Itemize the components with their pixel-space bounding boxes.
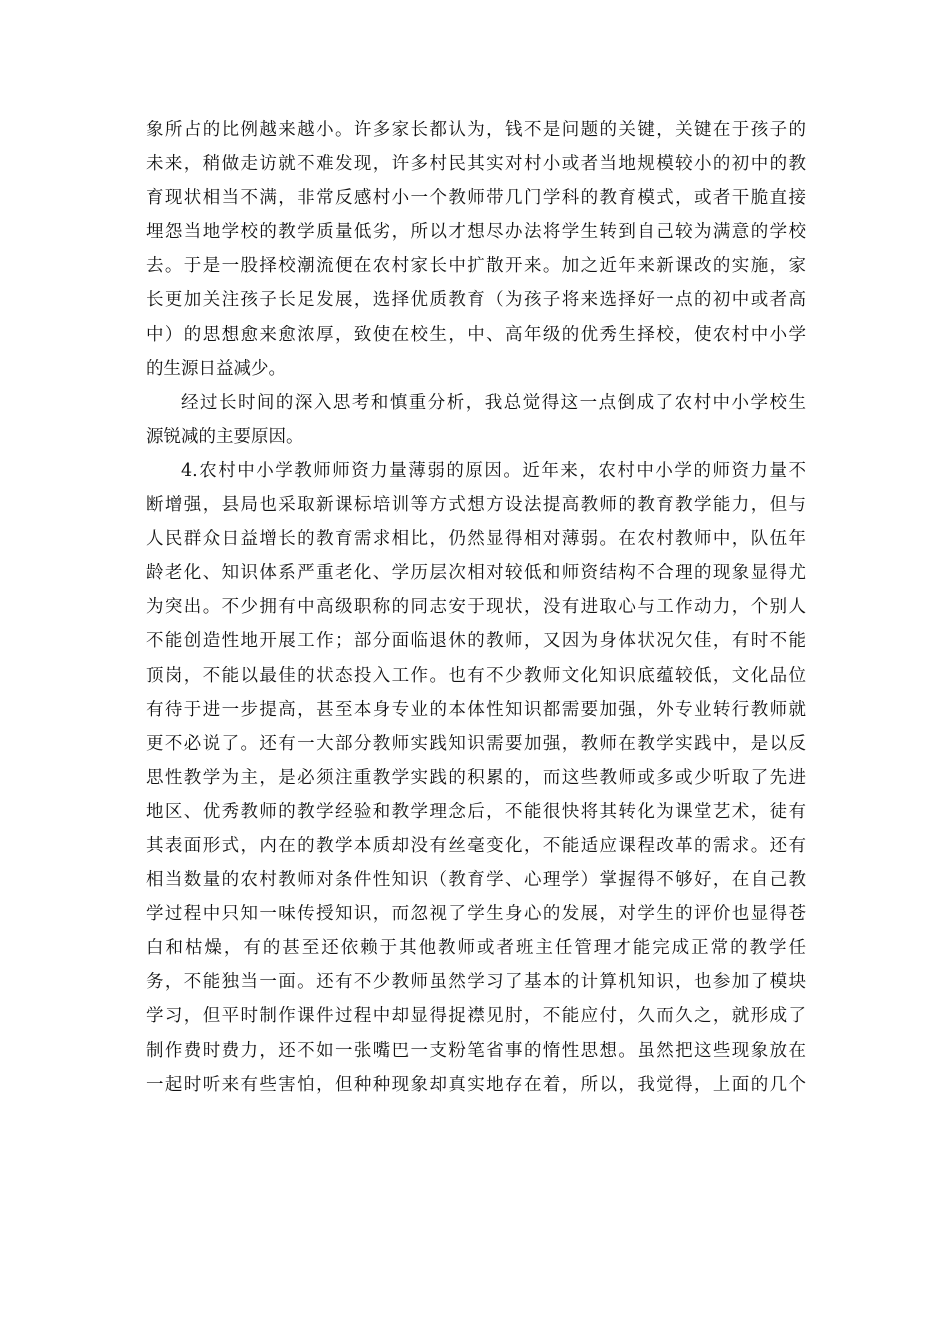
text-line: 4.农村中小学教师师资力量薄弱的原因。近年来，农村中小学的师资力量不: [181, 460, 806, 481]
text-line: 相当数量的农村教师对条件性知识（教育学、心理学）掌握得不够好，在自己教: [146, 870, 806, 891]
text-line: 一起时听来有些害怕，但种种现象却真实地存在着，所以，我觉得，上面的几个: [146, 1074, 806, 1095]
text-line: 埋怨当地学校的教学质量低劣，所以才想尽办法将学生转到自己较为满意的学校: [146, 222, 806, 243]
text-line: 象所占的比例越来越小。许多家长都认为，钱不是问题的关键，关键在于孩子的: [146, 120, 806, 140]
text-line: 去。于是一股择校潮流便在农村家长中扩散开来。加之近年来新课改的实施，家: [146, 256, 806, 277]
text-line: 更不必说了。还有一大部分教师实践知识需要加强，教师在教学实践中，是以反: [146, 733, 806, 754]
text-line: 断增强，县局也采取新课标培训等方式想方设法提高教师的教育教学能力，但与: [146, 495, 806, 516]
text-line: 育现状相当不满，非常反感村小一个教师带几门学科的教育模式，或者干脆直接: [146, 188, 806, 209]
text-line: 长更加关注孩子长足发展，选择优质教育（为孩子将来选择好一点的初中或者高: [146, 290, 806, 311]
text-line: 顶岗，不能以最佳的状态投入工作。也有不少教师文化知识底蕴较低，文化品位: [146, 665, 806, 686]
paragraph-teacher-weakness: [146, 454, 806, 1102]
text-line: 有待于进一步提高，甚至本身专业的本体性知识都需要加强，外专业转行教师就: [146, 699, 806, 720]
text-line: 不能创造性地开展工作；部分面临退休的教师，又因为身体状况欠佳，有时不能: [146, 631, 806, 652]
text-line: 经过长时间的深入思考和慎重分析，我总觉得这一点倒成了农村中小学校生: [181, 392, 806, 413]
text-line: 地区、优秀教师的教学经验和教学理念后，不能很快将其转化为课堂艺术，徒有: [146, 801, 806, 822]
text-line: 中）的思想愈来愈浓厚，致使在校生，中、高年级的优秀生择校，使农村中小学: [146, 324, 806, 345]
text-line: 白和枯燥，有的甚至还依赖于其他教师或者班主任管理才能完成正常的教学任: [146, 938, 806, 959]
text-line: 源锐减的主要原因。: [146, 426, 304, 447]
text-line: 未来，稍做走访就不难发现，许多村民其实对村小或者当地规模较小的初中的教: [146, 154, 806, 175]
paragraph-school-choice: [146, 113, 806, 386]
body-text: [146, 113, 806, 1102]
text-line: 为突出。不少拥有中高级职称的同志安于现状，没有进取心与工作动力，个别人: [146, 597, 806, 618]
text-line: 思性教学为主，是必须注重教学实践的积累的，而这些教师或多或少听取了先进: [146, 767, 806, 788]
text-line: 务，不能独当一面。还有不少教师虽然学习了基本的计算机知识，也参加了模块: [146, 972, 806, 993]
text-line: 学习，但平时制作课件过程中却显得捉襟见肘，不能应付，久而久之，就形成了: [146, 1006, 806, 1027]
paragraph-main-reason: [146, 386, 806, 454]
text-line: 学过程中只知一味传授知识，而忽视了学生身心的发展，对学生的评价也显得苍: [146, 904, 806, 925]
text-line: 其表面形式，内在的教学本质却没有丝毫变化，不能适应课程改革的需求。还有: [146, 835, 806, 856]
text-line: 的生源日益减少。: [146, 358, 286, 379]
text-line: 制作费时费力，还不如一张嘴巴一支粉笔省事的惰性思想。虽然把这些现象放在: [146, 1040, 806, 1061]
text-line: 人民群众日益增长的教育需求相比，仍然显得相对薄弱。在农村教师中，队伍年: [146, 529, 806, 550]
text-line: 龄老化、知识体系严重老化、学历层次相对较低和师资结构不合理的现象显得尤: [146, 563, 806, 584]
